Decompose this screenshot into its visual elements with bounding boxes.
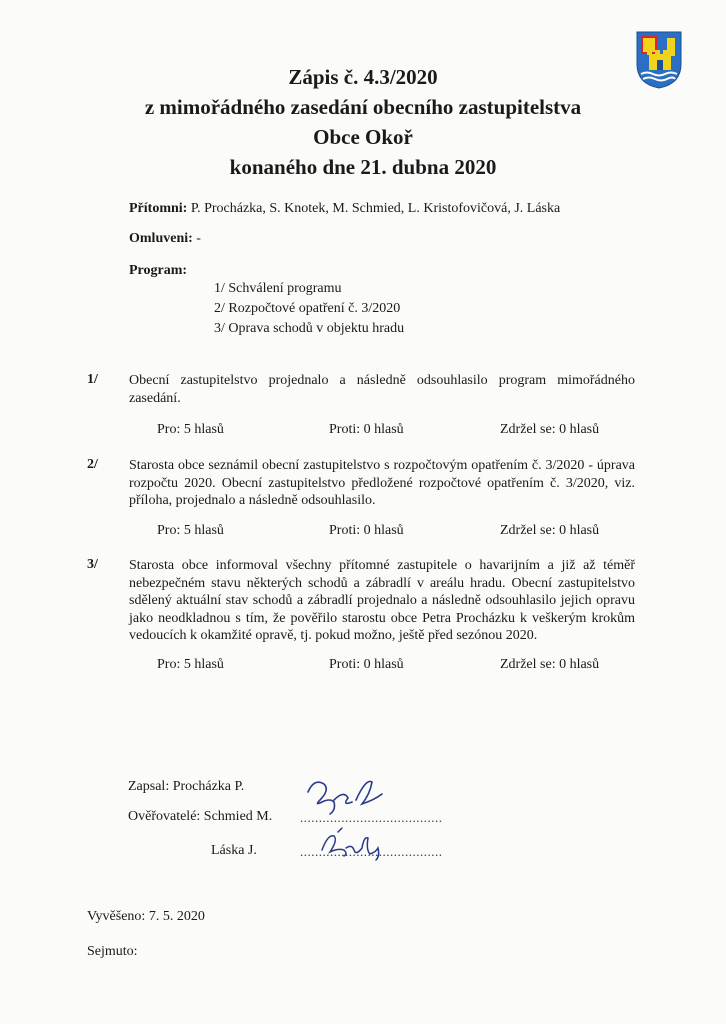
excused-label: Omluveni:: [129, 231, 193, 246]
title-line-2: z mimořádného zasedání obecního zastupitelstva: [144, 95, 582, 119]
signature-line-1: ......................................: [300, 810, 443, 825]
posted-value: 7. 5. 2020: [148, 909, 205, 924]
title-line-3: Obce Okoř: [313, 125, 413, 149]
program-label: Program:: [129, 263, 188, 278]
program-item: 1/ Schválení programu: [214, 281, 342, 296]
present-row: [129, 201, 560, 217]
resolution-3-votes-for: Pro: 5 hlasů: [157, 657, 224, 672]
resolution-1-votes-for: Pro: 5 hlasů: [157, 422, 224, 437]
title-line-1: Zápis č. 4.3/2020: [288, 65, 438, 89]
verifier-2-name: Láska J.: [211, 843, 257, 858]
recorded-by-label: Zapsal:: [128, 779, 170, 794]
signature-line-2: ......................................: [300, 844, 443, 859]
resolution-3-number: 3/: [87, 557, 98, 572]
verifiers-row: [128, 809, 272, 825]
present-label: Přítomni:: [129, 201, 188, 216]
resolution-2-votes-abstain: Zdržel se: 0 hlasů: [500, 523, 600, 538]
verifiers-label: Ověřovatelé:: [128, 809, 201, 824]
title-line-4: konaného dne 21. dubna 2020: [229, 155, 497, 179]
resolution-1-votes-against: Proti: 0 hlasů: [329, 422, 404, 437]
removed-label: Sejmuto:: [87, 944, 138, 959]
posted-label: Vyvěšeno:: [87, 909, 146, 924]
program-label-row: [129, 263, 187, 279]
program-list: [214, 279, 404, 339]
resolution-3-votes-against: Proti: 0 hlasů: [329, 657, 404, 672]
resolution-2-votes-for: Pro: 5 hlasů: [157, 523, 224, 538]
document-title: [0, 62, 726, 182]
excused-row: [129, 231, 201, 247]
resolution-3-text: Starosta obce informoval všechny přítomné zastupitele o havarijním a již až téměř nebezpečném stavu některých schodů a zábradlí v areálu hradu. Obecní zastupitelstvo sdělený aktuální stav schodů a zábradlí projednalo a následně odsouhlasilo jejich opravu jako neodkladnou s tím, že pověřilo starostu obce Petra Procházku k veškerým krokům vedoucích k okamžité opravě, tj. pokud možno, ještě před sezónou 2020.: [129, 558, 635, 643]
program-item: 2/ Rozpočtové opatření č. 3/2020: [214, 301, 401, 316]
verifier-1-name: Schmied M.: [203, 809, 273, 824]
resolution-2-text: Starosta obce seznámil obecní zastupitelstvo s rozpočtovým opatřením č. 3/2020 - úprava rozpočtu 2020. Obecní zastupitelstvo předložené rozpočtové opatřením č. 3/2020, viz. příloha, projednalo a následně odsouhlasilo.: [129, 458, 635, 508]
present-value: P. Procházka, S. Knotek, M. Schmied, L. Kristofovičová, J. Láska: [190, 201, 561, 216]
program-item: 3/ Oprava schodů v objektu hradu: [214, 321, 405, 336]
recorded-by-row: [128, 779, 244, 795]
resolution-2-votes-against: Proti: 0 hlasů: [329, 523, 404, 538]
recorded-by-name: Procházka P.: [172, 779, 245, 794]
excused-value: -: [196, 231, 201, 246]
resolution-3-votes-abstain: Zdržel se: 0 hlasů: [500, 657, 600, 672]
resolution-1-number: 1/: [87, 372, 98, 387]
signature-laska-icon: [318, 826, 388, 866]
posted-row: [87, 909, 205, 925]
removed-row: [87, 944, 138, 960]
resolution-2-number: 2/: [87, 457, 98, 472]
resolution-1-votes-abstain: Zdržel se: 0 hlasů: [500, 422, 600, 437]
resolution-1-text: Obecní zastupitelstvo projednalo a následně odsouhlasilo program mimořádného zasedání.: [129, 373, 635, 406]
signature-schmied-icon: [300, 772, 390, 818]
